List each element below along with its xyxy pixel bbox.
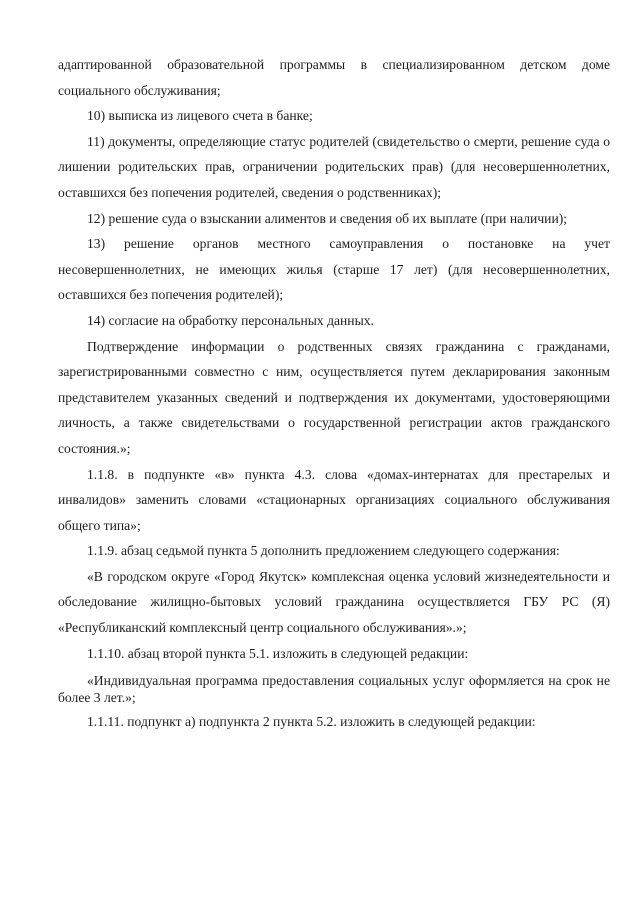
paragraph-continuation: адаптированной образовательной программы в специализированном детском доме социального обслуживания; xyxy=(58,57,610,98)
clause-1-1-8: 1.1.8. в подпункте «в» пункта 4.3. слова «домах-интернатах для престарелых и инвалидов» заменить словами «стационарных организациях социального обслуживания общего типа»; xyxy=(58,466,610,533)
paragraph-confirmation: Подтверждение информации о родственных связях гражданина с гражданами, зарегистрированными совместно с ним, осуществляется путем декларирования законным представителем указанных сведений и подтверждения их документами, удостоверяющими личность, а также свидетельствами о государственной регистрации актов гражданского состояния.»; xyxy=(58,338,610,456)
list-item-10: 10) выписка из лицевого счета в банке; xyxy=(87,108,313,124)
document-page xyxy=(58,52,610,735)
list-item-12: 12) решение суда о взыскании алиментов и сведения об их выплате (при наличии); xyxy=(87,210,568,226)
list-item-11: 11) документы, определяющие статус родителей (свидетельство о смерти, решение суда о лишении родительских прав, ограничении родительских прав) (для несовершеннолетних, оставшихся без попечения родителей, сведения о родственниках); xyxy=(58,133,610,200)
list-item-14: 14) согласие на обработку персональных данных. xyxy=(87,312,374,328)
quote-individual-program: «Индивидуальная программа предоставления социальных услуг оформляется на срок не более 3 лет.»; xyxy=(58,673,610,706)
clause-1-1-10: 1.1.10. абзац второй пункта 5.1. изложить в следующей редакции: xyxy=(87,645,469,661)
quote-yakutsk: «В городском округе «Город Якутск» комплексная оценка условий жизнедеятельности и обследование жилищно-бытовых условий гражданина осуществляется ГБУ РС (Я) «Республиканский комплексный центр социального обслуживания».»; xyxy=(58,568,610,636)
list-item-13: 13) решение органов местного самоуправления о постановке на учет несовершеннолетних, не имеющих жилья (старше 17 лет) (для несовершеннолетних, оставшихся без попечения родителей); xyxy=(58,236,610,303)
clause-1-1-11: 1.1.11. подпункт а) подпункта 2 пункта 5.2. изложить в следующей редакции: xyxy=(87,714,536,730)
clause-1-1-9: 1.1.9. абзац седьмой пункта 5 дополнить предложением следующего содержания: xyxy=(87,543,560,559)
